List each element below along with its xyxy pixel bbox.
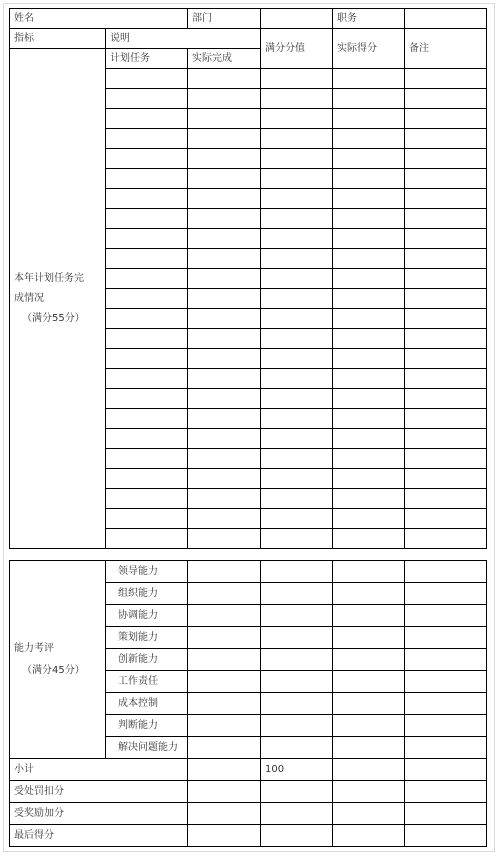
dept-value-cell[interactable] [261, 9, 333, 29]
full-score-cell[interactable] [261, 693, 333, 715]
ability-score-cell[interactable] [188, 693, 261, 715]
ability-score-cell[interactable] [188, 737, 261, 759]
subtotal-blank-cell[interactable] [188, 759, 261, 781]
final-cell[interactable] [188, 825, 261, 847]
completion-cell[interactable] [188, 449, 261, 469]
remarks-cell[interactable] [405, 605, 487, 627]
bonus-row [10, 803, 487, 825]
completion-cell[interactable] [188, 309, 261, 329]
final-label: 最后得分 [10, 825, 188, 847]
full-score-cell[interactable] [261, 583, 333, 605]
remarks-cell[interactable] [405, 109, 487, 129]
actual-score-cell[interactable] [333, 249, 405, 269]
actual-score-cell[interactable] [333, 389, 405, 409]
penalty-cell[interactable] [261, 781, 333, 803]
completion-cell[interactable] [188, 429, 261, 449]
section2-title [10, 561, 106, 759]
actual-score-cell[interactable] [333, 469, 405, 489]
remarks-cell[interactable] [405, 169, 487, 189]
ability-label: 组织能力 [106, 583, 188, 605]
completion-cell[interactable] [188, 129, 261, 149]
full-score-cell[interactable] [261, 69, 333, 89]
completion-cell[interactable] [188, 229, 261, 249]
penalty-row [10, 781, 487, 803]
task-cell[interactable] [106, 369, 188, 389]
actual-score-cell[interactable] [333, 737, 405, 759]
task-cell[interactable] [106, 429, 188, 449]
actual-score-cell[interactable] [333, 329, 405, 349]
actual-score-cell[interactable] [333, 429, 405, 449]
full-score-cell[interactable] [261, 429, 333, 449]
section1-title [10, 49, 106, 549]
remarks-label: 备注 [405, 29, 487, 69]
task-cell[interactable] [106, 349, 188, 369]
remarks-cell[interactable] [405, 429, 487, 449]
completion-cell[interactable] [188, 269, 261, 289]
dept-label: 部门 [188, 9, 261, 29]
task-cell[interactable] [106, 149, 188, 169]
completion-cell[interactable] [188, 389, 261, 409]
bonus-cell[interactable] [333, 803, 405, 825]
header-row [10, 9, 487, 29]
subheader-row [10, 29, 487, 49]
position-label: 职务 [333, 9, 405, 29]
task-cell[interactable] [106, 329, 188, 349]
actual-score-cell[interactable] [333, 289, 405, 309]
final-cell[interactable] [405, 825, 487, 847]
full-score-cell[interactable] [261, 529, 333, 549]
task-cell[interactable] [106, 509, 188, 529]
full-score-cell[interactable] [261, 289, 333, 309]
ability-label: 领导能力 [106, 561, 188, 583]
completion-cell[interactable] [188, 289, 261, 309]
ability-score-cell[interactable] [188, 561, 261, 583]
task-cell[interactable] [106, 169, 188, 189]
remarks-cell[interactable] [405, 249, 487, 269]
full-score-cell[interactable] [261, 737, 333, 759]
final-cell[interactable] [261, 825, 333, 847]
subtotal-label: 小计 [10, 759, 188, 781]
full-score-cell[interactable] [261, 169, 333, 189]
name-label: 姓名 [10, 9, 188, 29]
actual-score-cell[interactable] [333, 409, 405, 429]
remarks-cell[interactable] [405, 149, 487, 169]
ability-table [9, 560, 487, 847]
plan-task-table [9, 8, 487, 549]
ability-score-cell[interactable] [188, 649, 261, 671]
remarks-cell[interactable] [405, 269, 487, 289]
task-cell[interactable] [106, 69, 188, 89]
full-score-label: 满分分值 [261, 29, 333, 69]
ability-label: 协调能力 [106, 605, 188, 627]
remarks-cell[interactable] [405, 389, 487, 409]
remarks-cell[interactable] [405, 583, 487, 605]
actual-score-cell[interactable] [333, 449, 405, 469]
full-score-cell[interactable] [261, 409, 333, 429]
actual-score-cell[interactable] [333, 349, 405, 369]
ability-score-cell[interactable] [188, 605, 261, 627]
actual-score-cell[interactable] [333, 109, 405, 129]
completion-cell[interactable] [188, 169, 261, 189]
full-score-cell[interactable] [261, 509, 333, 529]
ability-score-cell[interactable] [188, 715, 261, 737]
full-score-cell[interactable] [261, 627, 333, 649]
task-cell[interactable] [106, 269, 188, 289]
section2-title-line2: （满分45分） [22, 664, 85, 676]
full-score-cell[interactable] [261, 715, 333, 737]
remarks-cell[interactable] [405, 561, 487, 583]
final-cell[interactable] [333, 825, 405, 847]
full-score-cell[interactable] [261, 671, 333, 693]
ability-label: 工作责任 [106, 671, 188, 693]
ability-label: 解决问题能力 [106, 737, 188, 759]
ability-label: 策划能力 [106, 627, 188, 649]
indicator-label: 指标 [10, 29, 106, 49]
subtotal-row [10, 759, 487, 781]
remarks-cell[interactable] [405, 627, 487, 649]
ability-score-cell[interactable] [188, 583, 261, 605]
remarks-cell[interactable] [405, 329, 487, 349]
actual-score-cell[interactable] [333, 229, 405, 249]
full-score-cell[interactable] [261, 129, 333, 149]
actual-score-cell[interactable] [333, 269, 405, 289]
full-score-cell[interactable] [261, 309, 333, 329]
actual-score-cell[interactable] [333, 89, 405, 109]
full-score-cell[interactable] [261, 649, 333, 671]
actual-score-cell[interactable] [333, 715, 405, 737]
completion-cell[interactable] [188, 109, 261, 129]
completion-cell[interactable] [188, 209, 261, 229]
actual-score-cell[interactable] [333, 369, 405, 389]
full-score-cell[interactable] [261, 189, 333, 209]
ability-row [10, 561, 487, 583]
remarks-cell[interactable] [405, 649, 487, 671]
full-score-cell[interactable] [261, 249, 333, 269]
remarks-cell[interactable] [405, 489, 487, 509]
task-cell[interactable] [106, 249, 188, 269]
actual-score-cell[interactable] [333, 309, 405, 329]
remarks-cell[interactable] [405, 737, 487, 759]
full-score-cell[interactable] [261, 89, 333, 109]
remarks-cell[interactable] [405, 509, 487, 529]
task-cell[interactable] [106, 529, 188, 549]
full-score-cell[interactable] [261, 149, 333, 169]
actual-score-cell[interactable] [333, 509, 405, 529]
actual-completion-label: 实际完成 [188, 49, 261, 69]
full-score-cell[interactable] [261, 329, 333, 349]
task-cell[interactable] [106, 289, 188, 309]
full-score-cell[interactable] [261, 605, 333, 627]
task-cell[interactable] [106, 89, 188, 109]
bonus-cell[interactable] [261, 803, 333, 825]
section1-title-line2: 成情况 [14, 292, 44, 304]
full-score-cell[interactable] [261, 489, 333, 509]
position-value-cell[interactable] [405, 9, 487, 29]
ability-label: 创新能力 [106, 649, 188, 671]
full-score-cell[interactable] [261, 389, 333, 409]
penalty-cell[interactable] [333, 781, 405, 803]
actual-score-label: 实际得分 [333, 29, 405, 69]
actual-score-cell[interactable] [333, 149, 405, 169]
task-cell[interactable] [106, 189, 188, 209]
remarks-cell[interactable] [405, 349, 487, 369]
task-cell[interactable] [106, 109, 188, 129]
task-cell[interactable] [106, 469, 188, 489]
remarks-cell[interactable] [405, 449, 487, 469]
section1-title-line3: （满分55分） [22, 312, 85, 324]
full-score-cell[interactable] [261, 109, 333, 129]
ability-label: 判断能力 [106, 715, 188, 737]
remarks-cell[interactable] [405, 715, 487, 737]
task-cell[interactable] [106, 309, 188, 329]
completion-cell[interactable] [188, 189, 261, 209]
actual-score-cell[interactable] [333, 489, 405, 509]
remarks-cell[interactable] [405, 469, 487, 489]
task-cell[interactable] [106, 229, 188, 249]
completion-cell[interactable] [188, 529, 261, 549]
remarks-cell[interactable] [405, 409, 487, 429]
actual-score-cell[interactable] [333, 693, 405, 715]
remarks-cell[interactable] [405, 529, 487, 549]
remarks-cell[interactable] [405, 89, 487, 109]
remarks-cell[interactable] [405, 189, 487, 209]
actual-score-cell[interactable] [333, 561, 405, 583]
actual-score-cell[interactable] [333, 671, 405, 693]
remarks-cell[interactable] [405, 369, 487, 389]
completion-cell[interactable] [188, 69, 261, 89]
completion-cell[interactable] [188, 329, 261, 349]
actual-score-cell[interactable] [333, 169, 405, 189]
bonus-label: 受奖励加分 [10, 803, 188, 825]
planned-task-label: 计划任务 [106, 49, 188, 69]
remarks-cell[interactable] [405, 129, 487, 149]
penalty-cell[interactable] [405, 781, 487, 803]
full-score-cell[interactable] [261, 561, 333, 583]
section2-title-line1: 能力考评 [14, 642, 54, 654]
completion-cell[interactable] [188, 149, 261, 169]
full-score-cell[interactable] [261, 209, 333, 229]
penalty-cell[interactable] [188, 781, 261, 803]
full-score-cell[interactable] [261, 349, 333, 369]
bonus-cell[interactable] [405, 803, 487, 825]
task-cell[interactable] [106, 389, 188, 409]
task-cell[interactable] [106, 449, 188, 469]
actual-score-cell[interactable] [333, 529, 405, 549]
full-score-cell[interactable] [261, 449, 333, 469]
remarks-cell[interactable] [405, 69, 487, 89]
subtotal-actual-cell[interactable] [333, 759, 405, 781]
task-cell[interactable] [106, 409, 188, 429]
subtotal-remarks-cell[interactable] [405, 759, 487, 781]
ability-label: 成本控制 [106, 693, 188, 715]
actual-score-cell[interactable] [333, 69, 405, 89]
task-cell[interactable] [106, 489, 188, 509]
bonus-cell[interactable] [188, 803, 261, 825]
completion-cell[interactable] [188, 469, 261, 489]
remarks-cell[interactable] [405, 229, 487, 249]
task-cell[interactable] [106, 209, 188, 229]
description-label: 说明 [106, 29, 261, 49]
actual-score-cell[interactable] [333, 605, 405, 627]
full-score-cell[interactable] [261, 469, 333, 489]
final-score-row [10, 825, 487, 847]
subtotal-value: 100 [261, 759, 333, 781]
actual-score-cell[interactable] [333, 129, 405, 149]
section1-title-line1: 本年计划任务完 [14, 272, 84, 284]
remarks-cell[interactable] [405, 209, 487, 229]
actual-score-cell[interactable] [333, 209, 405, 229]
completion-cell[interactable] [188, 249, 261, 269]
completion-cell[interactable] [188, 509, 261, 529]
full-score-cell[interactable] [261, 229, 333, 249]
actual-score-cell[interactable] [333, 649, 405, 671]
remarks-cell[interactable] [405, 671, 487, 693]
ability-score-cell[interactable] [188, 627, 261, 649]
remarks-cell[interactable] [405, 309, 487, 329]
full-score-cell[interactable] [261, 369, 333, 389]
task-cell[interactable] [106, 129, 188, 149]
penalty-label: 受处罚扣分 [10, 781, 188, 803]
ability-score-cell[interactable] [188, 671, 261, 693]
remarks-cell[interactable] [405, 693, 487, 715]
completion-cell[interactable] [188, 349, 261, 369]
actual-score-cell[interactable] [333, 189, 405, 209]
completion-cell[interactable] [188, 89, 261, 109]
actual-score-cell[interactable] [333, 627, 405, 649]
remarks-cell[interactable] [405, 289, 487, 309]
completion-cell[interactable] [188, 489, 261, 509]
completion-cell[interactable] [188, 409, 261, 429]
actual-score-cell[interactable] [333, 583, 405, 605]
completion-cell[interactable] [188, 369, 261, 389]
full-score-cell[interactable] [261, 269, 333, 289]
